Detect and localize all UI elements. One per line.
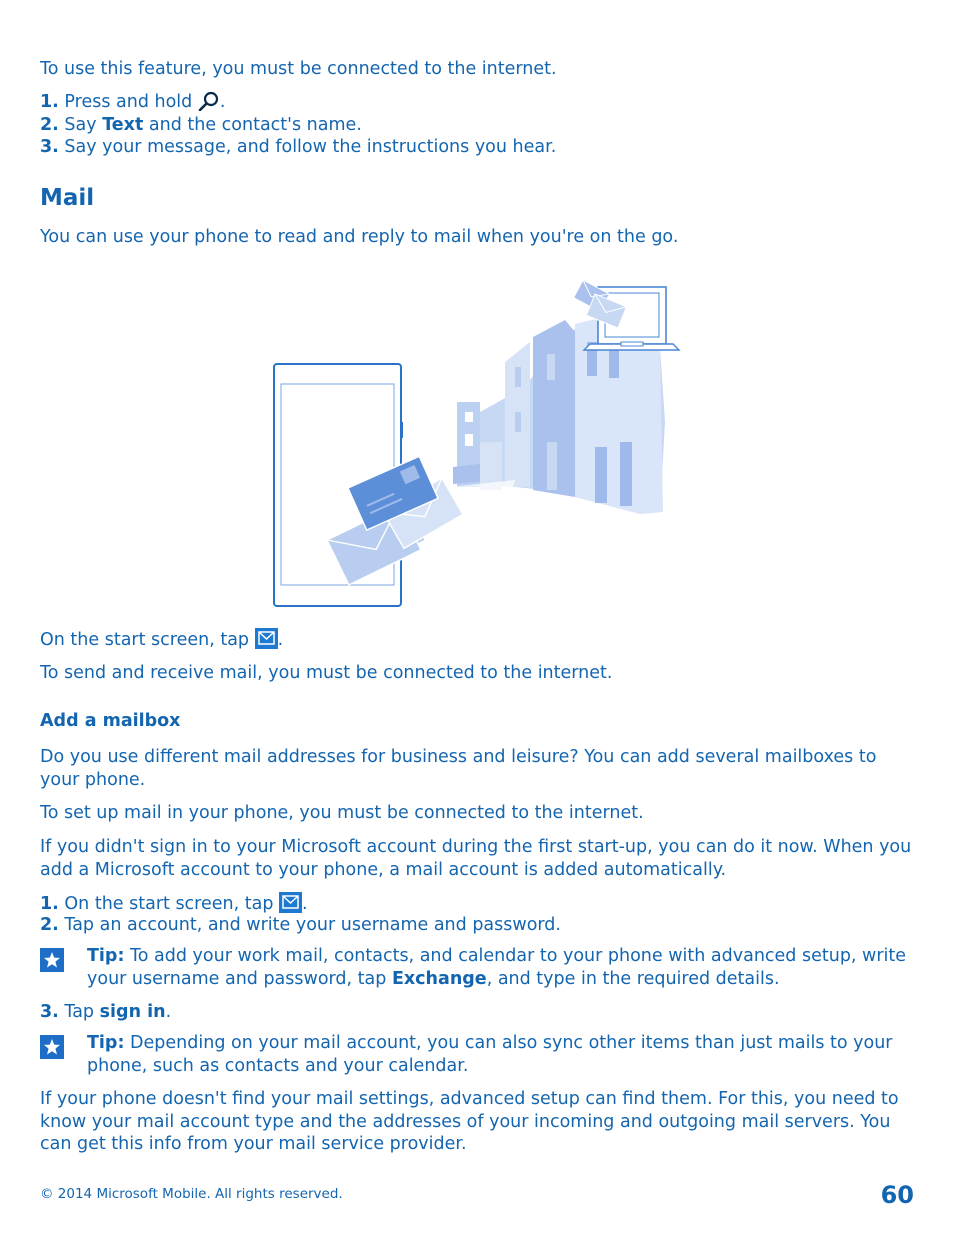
step-number: 1. <box>40 92 59 112</box>
step-3: 3. Say your message, and follow the instructions you hear. <box>40 137 557 157</box>
mail-icon[interactable] <box>255 628 278 649</box>
mailbox-para-3: If you didn't sign in to your Microsoft account during the first start-up, you can do it now. When you add a Microsoft account to your phone, a mail account is added automatically. <box>40 837 912 880</box>
step-text: Press and hold <box>64 92 193 112</box>
start-screen-line: On the start screen, tap . <box>40 630 284 650</box>
tip-label: Tip: <box>87 1033 125 1053</box>
tip-exchange: Tip: To add your work mail, contacts, and calendar to your phone with advanced setup, write your username and password, tap Exchange, and type in the required details. <box>87 946 907 989</box>
bold-term: Exchange <box>391 968 487 989</box>
step-number: 3. <box>40 1002 59 1022</box>
mailbox-step-1: 1. On the start screen, tap . <box>40 894 308 914</box>
section-title-add-mailbox: Add a mailbox <box>40 711 181 731</box>
mailbox-para-2: To set up mail in your phone, you must be connected to the internet. <box>40 803 644 823</box>
mailbox-para-4: If your phone doesn't find your mail settings, advanced setup can find them. For this, you need to know your mail account type and the addresses of your incoming and outgoing mail servers. You can get this info from your mail service provider. <box>40 1089 899 1154</box>
section-title-mail: Mail <box>40 185 95 211</box>
connect-line: To send and receive mail, you must be connected to the internet. <box>40 663 613 683</box>
bold-term: sign in <box>99 1002 166 1022</box>
intro-line: To use this feature, you must be connected to the internet. <box>40 59 557 79</box>
step-number: 1. <box>40 894 59 914</box>
mailbox-para-1: Do you use different mail addresses for business and leisure? You can add several mailboxes to your phone. <box>40 747 877 790</box>
mailbox-step-3: 3. Tap sign in. <box>40 1002 172 1022</box>
step-1: 1. Press and hold . <box>40 91 225 118</box>
mail-intro: You can use your phone to read and reply to mail when you're on the go. <box>40 227 679 247</box>
step-2: 2. Say Text and the contact's name. <box>40 115 362 135</box>
step-number: 2. <box>40 915 59 935</box>
tip-sync: Tip: Depending on your mail account, you can also sync other items than just mails to your phone, such as contacts and your calendar. <box>87 1033 893 1076</box>
tip-label: Tip: <box>87 946 125 966</box>
star-tip-icon <box>40 948 64 972</box>
mailbox-step-2: 2. Tap an account, and write your username and password. <box>40 915 561 935</box>
step-number: 3. <box>40 137 59 157</box>
page-number: 60 <box>880 1181 914 1209</box>
step-number: 2. <box>40 115 59 135</box>
mail-illustration <box>265 262 685 616</box>
bold-term: Text <box>102 115 144 135</box>
copyright: © 2014 Microsoft Mobile. All rights reserved. <box>40 1186 343 1202</box>
mail-icon[interactable] <box>279 892 302 913</box>
star-tip-icon <box>40 1035 64 1059</box>
